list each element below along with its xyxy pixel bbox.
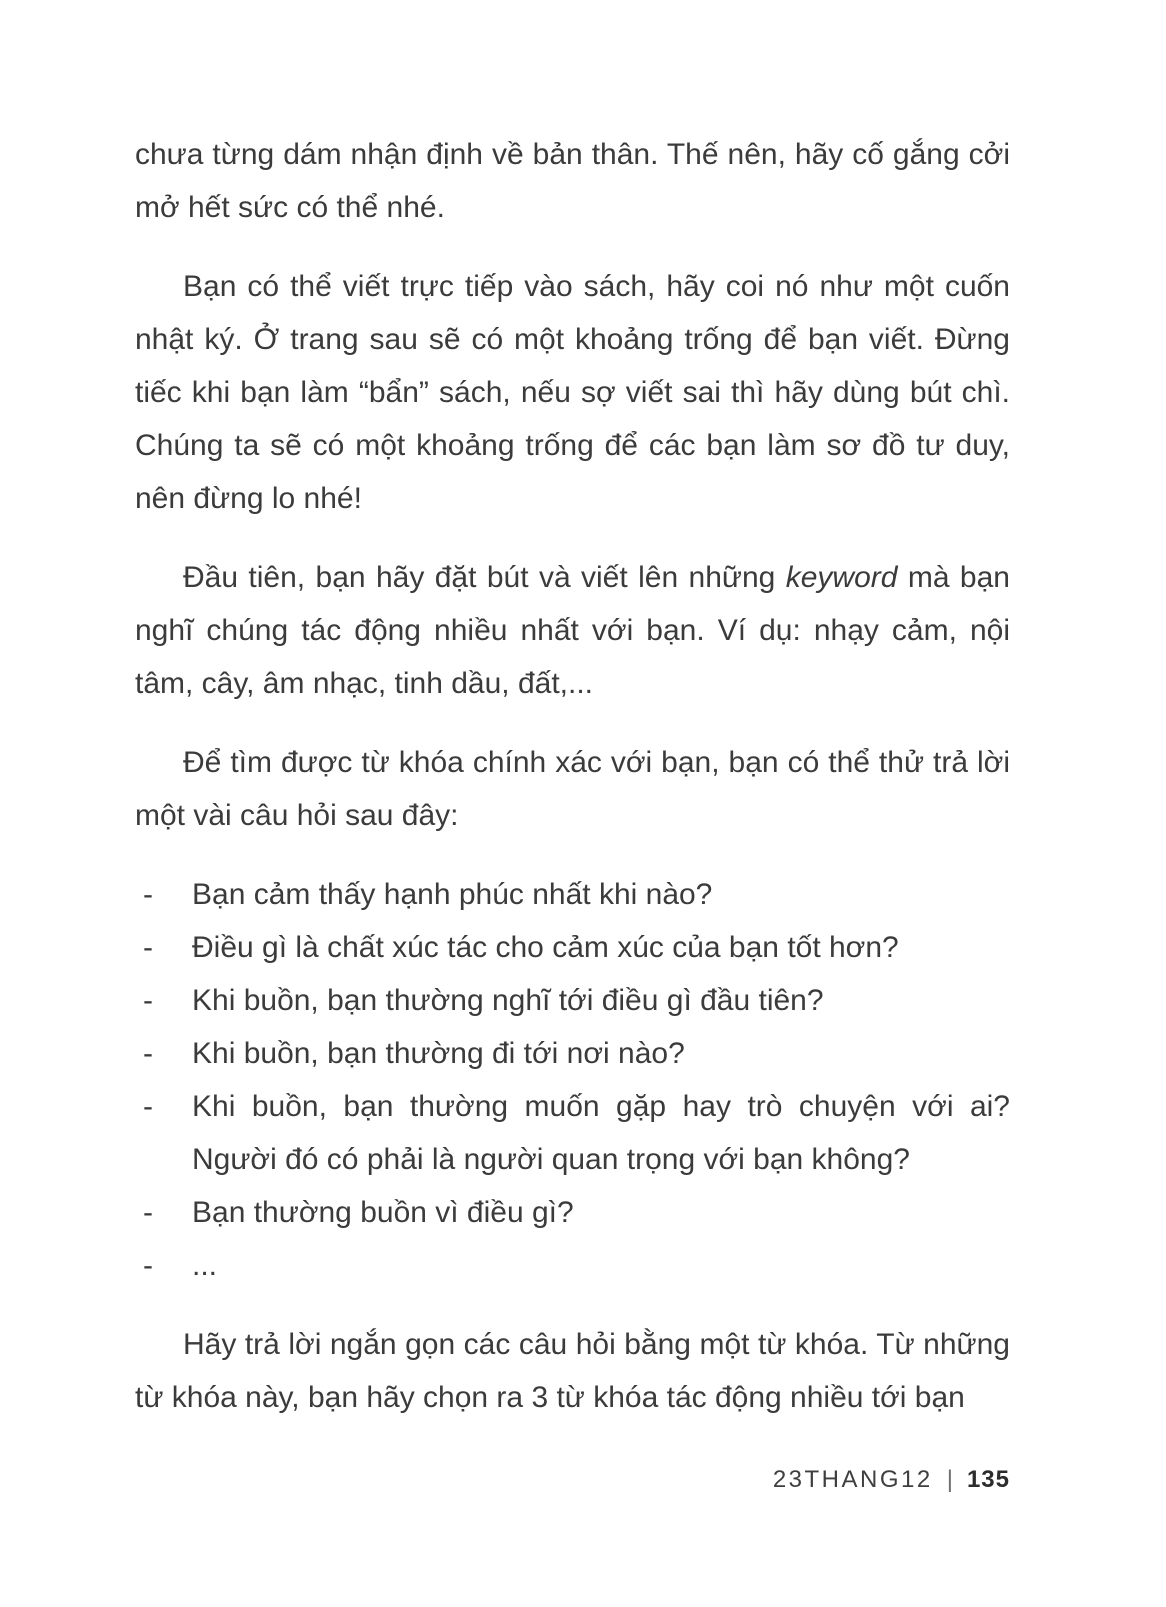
question-item xyxy=(135,868,1010,921)
question-text: ... xyxy=(192,1249,218,1282)
question-list xyxy=(135,868,1010,1292)
question-text: Khi buồn, bạn thường nghĩ tới điều gì đầu tiên? xyxy=(192,984,824,1017)
page-number: 135 xyxy=(966,1466,1010,1493)
paragraph-answer-instruction: Hãy trả lời ngắn gọn các câu hỏi bằng một từ khóa. Từ những từ khóa này, bạn hãy chọn ra 3 từ khóa tác động nhiều tới bạn xyxy=(135,1328,1010,1414)
dash-bullet: - xyxy=(143,1196,153,1229)
paragraph-continuation: chưa từng dám nhận định về bản thân. Thế nên, hãy cố gắng cởi mở hết sức có thể nhé. xyxy=(135,138,1010,224)
question-item xyxy=(135,1186,1010,1239)
question-item xyxy=(135,1027,1010,1080)
dash-bullet: - xyxy=(143,878,153,911)
paragraph-keyword-pre: Đầu tiên, bạn hãy đặt bút và viết lên những xyxy=(183,561,786,594)
question-text: Điều gì là chất xúc tác cho cảm xúc của bạn tốt hơn? xyxy=(192,931,899,964)
keyword-italic: keyword xyxy=(785,561,898,594)
paragraph-keyword-post: mà bạn nghĩ chúng tác động nhiều nhất với bạn. Ví dụ: nhạy cảm, nội tâm, cây, âm nhạc, tinh dầu, đất,... xyxy=(135,561,1010,700)
dash-bullet: - xyxy=(143,1249,153,1282)
paragraph-keyword xyxy=(135,551,1010,710)
question-text: Khi buồn, bạn thường muốn gặp hay trò chuyện với ai? Người đó có phải là người quan trọng với bạn không? xyxy=(192,1090,1010,1176)
question-item xyxy=(135,921,1010,974)
question-text: Khi buồn, bạn thường đi tới nơi nào? xyxy=(192,1037,685,1070)
paragraph-find-keyword: Để tìm được từ khóa chính xác với bạn, bạn có thể thử trả lời một vài câu hỏi sau đây: xyxy=(135,746,1010,832)
dash-bullet: - xyxy=(143,984,153,1017)
dash-bullet: - xyxy=(143,1037,153,1070)
dash-bullet: - xyxy=(143,931,153,964)
question-item xyxy=(135,1239,1010,1292)
footer-separator: | xyxy=(946,1466,953,1493)
page-content xyxy=(135,128,1010,1424)
question-item xyxy=(135,1080,1010,1186)
book-title: 23THANG12 xyxy=(772,1466,933,1493)
question-text: Bạn cảm thấy hạnh phúc nhất khi nào? xyxy=(192,878,713,911)
question-item xyxy=(135,974,1010,1027)
question-text: Bạn thường buồn vì điều gì? xyxy=(192,1196,574,1229)
paragraph-write-in-book: Bạn có thể viết trực tiếp vào sách, hãy coi nó như một cuốn nhật ký. Ở trang sau sẽ có một khoảng trống để bạn viết. Đừng tiếc khi bạn làm “bẩn” sách, nếu sợ viết sai thì hãy dùng bút chì. Chúng ta sẽ có một khoảng trống để các bạn làm sơ đồ tư duy, nên đừng lo nhé! xyxy=(135,270,1010,515)
dash-bullet: - xyxy=(143,1090,153,1123)
page-footer xyxy=(773,1464,1010,1496)
